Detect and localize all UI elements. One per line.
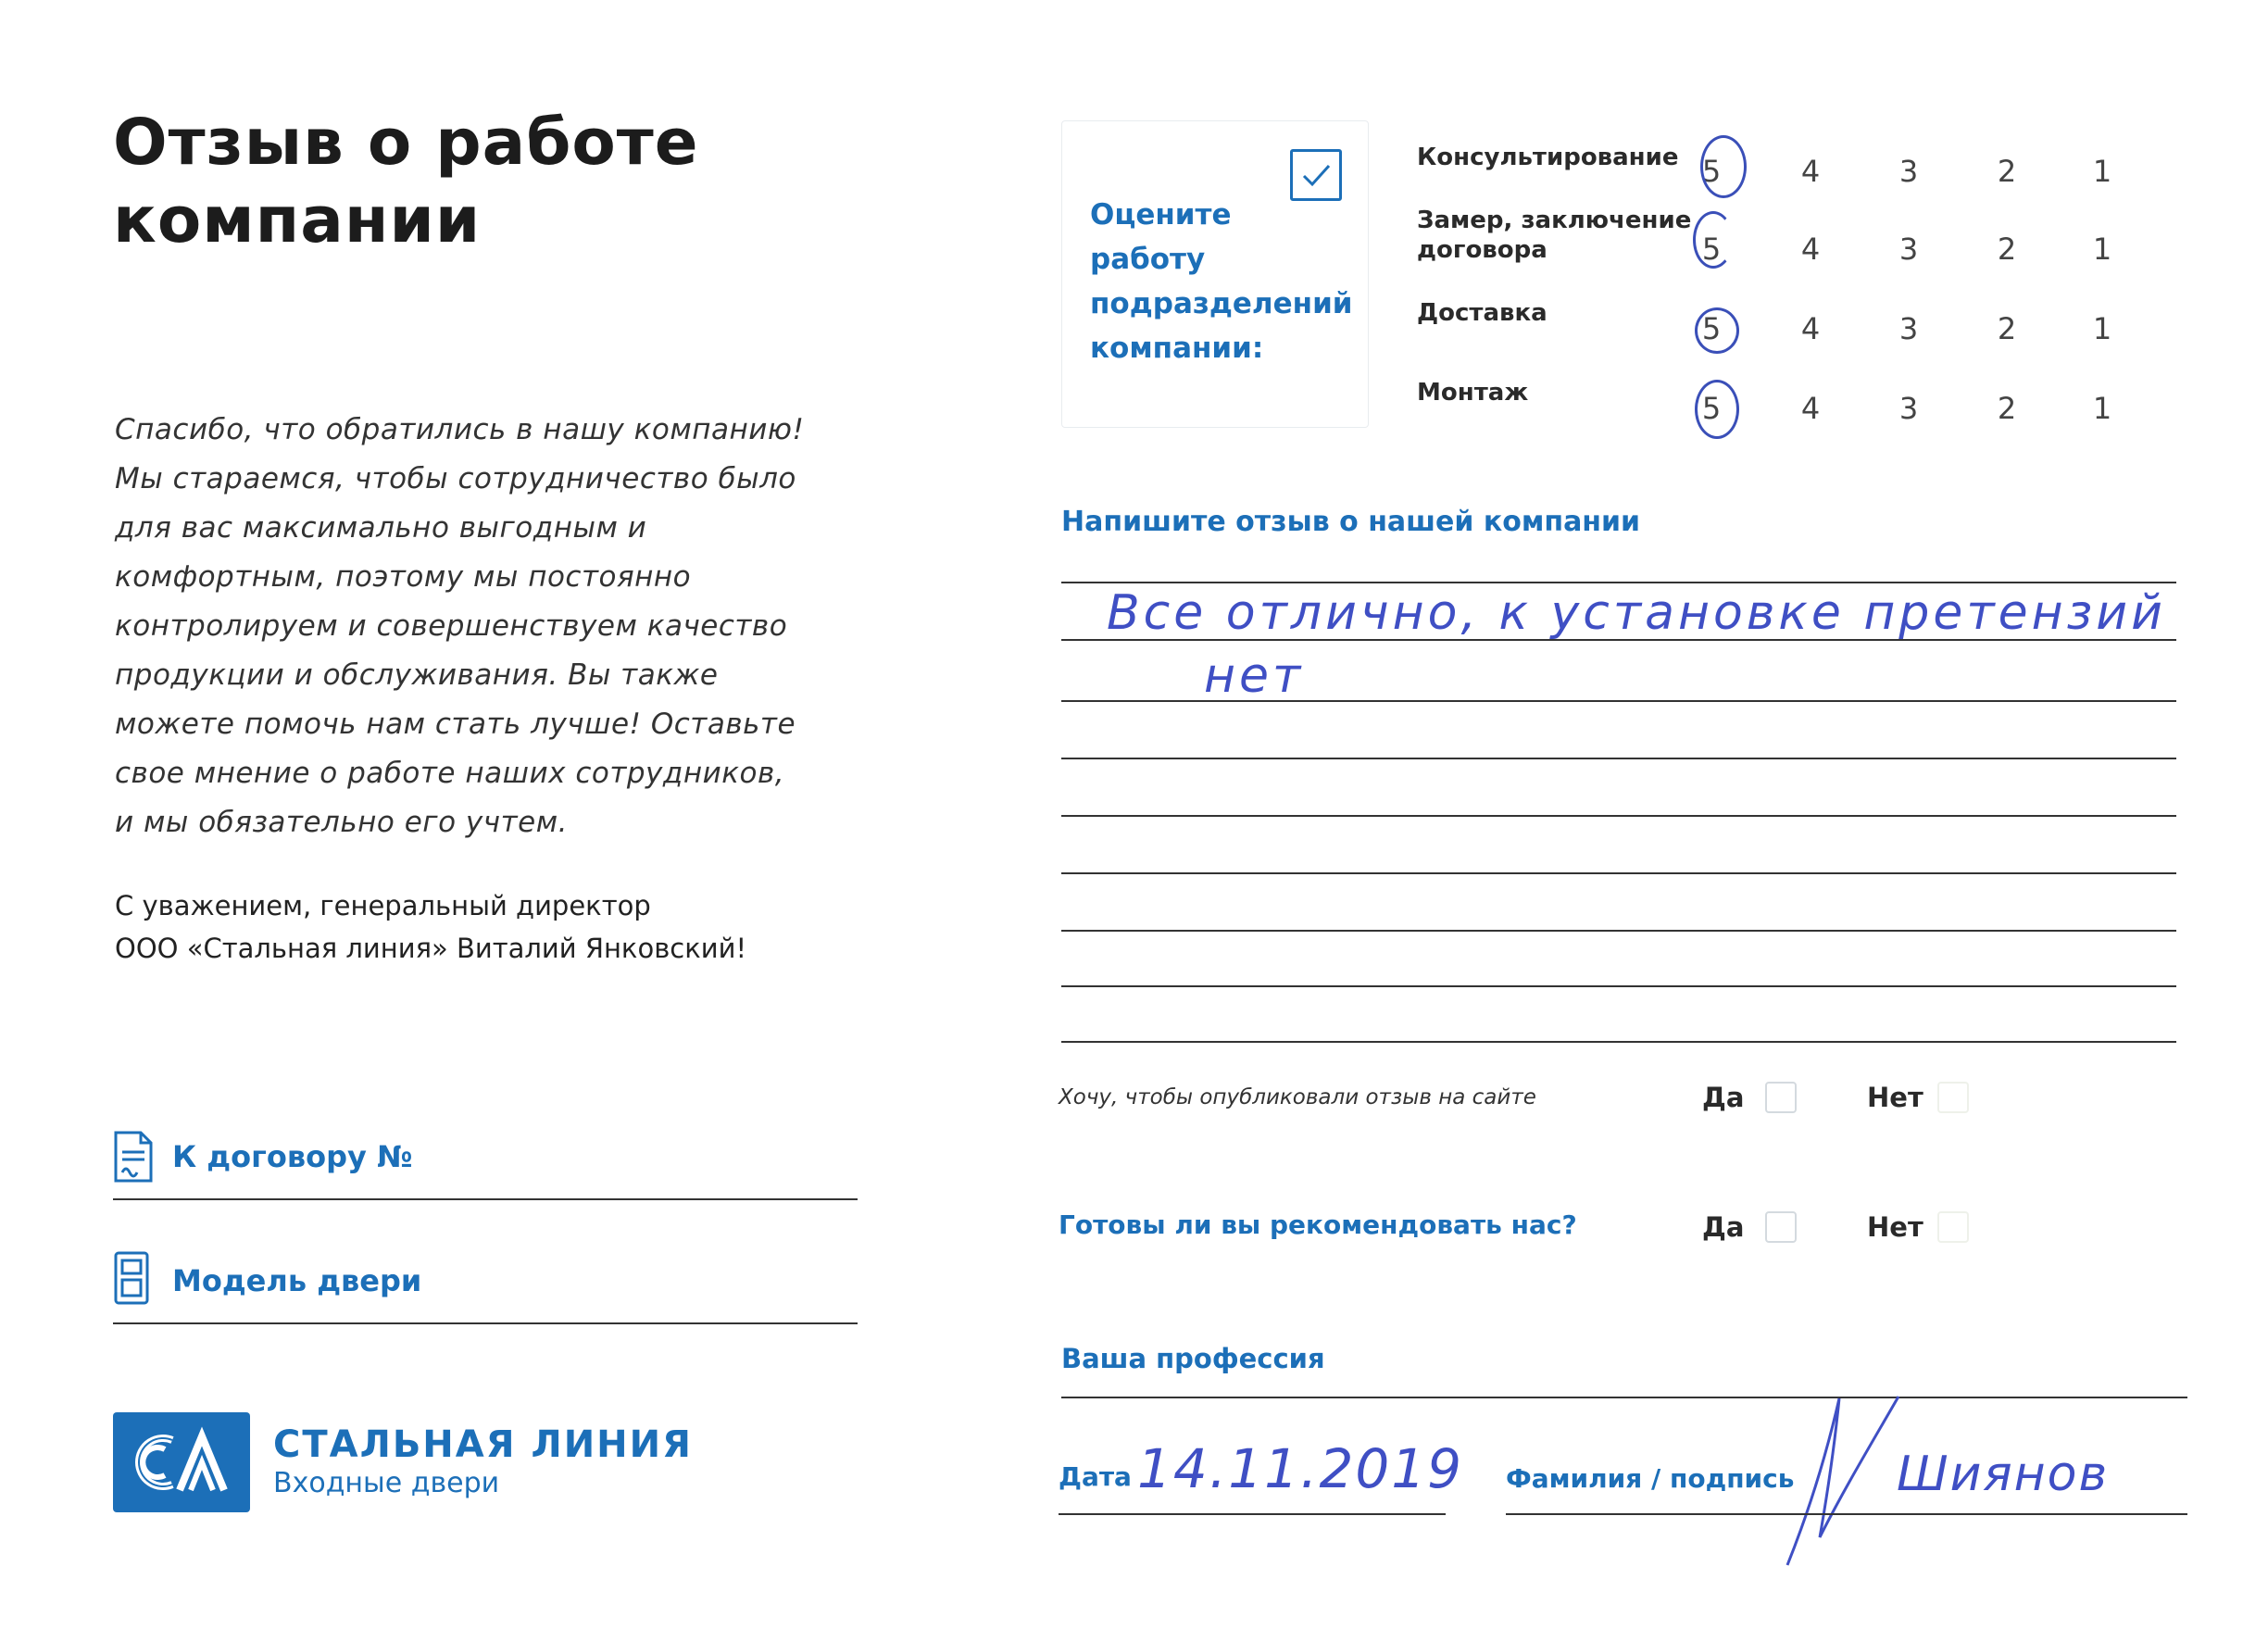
door-model-input-line[interactable]: [113, 1322, 858, 1324]
recommend-no-label: Нет: [1867, 1211, 1923, 1243]
category-label: Замер, заключение: [1417, 207, 1692, 234]
title-line-2: компании: [113, 183, 482, 257]
page-title: [113, 104, 699, 259]
intro-line: продукции и обслуживания. Вы также: [115, 658, 719, 692]
surname-signature-label: Фамилия / подпись: [1506, 1463, 1795, 1494]
intro-line: и мы обязательно его учтем.: [115, 806, 568, 839]
brand-name: СТАЛЬНАЯ ЛИНИЯ: [273, 1423, 693, 1466]
recommend-yes-label: Да: [1702, 1211, 1745, 1243]
profession-input-line[interactable]: [1061, 1397, 2187, 1398]
rating-row-measurement: [1417, 206, 1691, 265]
company-logo: [113, 1412, 250, 1512]
rating-row-installation: [1417, 378, 1528, 407]
score-option[interactable]: 4: [1800, 311, 1821, 346]
publish-yes-checkbox[interactable]: [1765, 1082, 1797, 1113]
title-line-1: Отзыв о работе: [113, 106, 699, 180]
score-option[interactable]: 2: [1997, 311, 2017, 346]
score-option[interactable]: 4: [1800, 232, 1821, 267]
review-line[interactable]: [1061, 815, 2176, 817]
review-line[interactable]: [1061, 758, 2176, 759]
intro-line: для вас максимально выгодным и: [115, 511, 647, 545]
score-option[interactable]: 4: [1800, 391, 1821, 426]
brand-text: [273, 1423, 693, 1501]
score-option[interactable]: 3: [1898, 391, 1919, 426]
publish-no-checkbox[interactable]: [1937, 1082, 1969, 1113]
intro-line: комфортным, поэтому мы постоянно: [115, 560, 692, 594]
recommend-yes-checkbox[interactable]: [1765, 1211, 1797, 1243]
intro-line: Мы стараемся, чтобы сотрудничество было: [115, 462, 796, 495]
door-icon: [113, 1250, 150, 1310]
category-label: Монтаж: [1417, 379, 1529, 407]
selected-score-circle: [1700, 135, 1747, 198]
score-option[interactable]: 1: [2092, 391, 2112, 426]
rating-prompt: [1090, 193, 1353, 370]
score-option[interactable]: 2: [1997, 391, 2017, 426]
surname-input-line[interactable]: [1506, 1513, 2187, 1515]
date-value: 14.11.2019: [1137, 1437, 1464, 1500]
review-line[interactable]: [1061, 582, 2176, 583]
score-option[interactable]: 1: [2092, 154, 2112, 189]
score-option[interactable]: 2: [1997, 154, 2017, 189]
recommend-question: Готовы ли вы рекомендовать нас?: [1059, 1209, 1577, 1240]
score-option[interactable]: 5: [1701, 311, 1722, 346]
surname-value: Шиянов: [1897, 1447, 2110, 1502]
category-label: Консультирование: [1417, 144, 1679, 171]
rating-prompt-line: работу: [1090, 243, 1206, 276]
category-label: Доставка: [1417, 299, 1548, 327]
score-option[interactable]: 3: [1898, 154, 1919, 189]
intro-line: свое мнение о работе наших сотрудников,: [115, 757, 785, 790]
review-heading: Напишите отзыв о нашей компании: [1061, 506, 1641, 538]
score-option[interactable]: 3: [1898, 232, 1919, 267]
score-option[interactable]: 3: [1898, 311, 1919, 346]
selected-score-circle: [1693, 211, 1734, 269]
profession-label: Ваша профессия: [1061, 1343, 1325, 1374]
score-option[interactable]: 2: [1997, 232, 2017, 267]
contract-label: К договору №: [172, 1139, 413, 1174]
intro-text: [115, 406, 819, 847]
handwritten-review-line-1: Все отлично, к установке претензий: [1107, 585, 2166, 641]
score-option[interactable]: 5: [1701, 154, 1722, 189]
date-input-line[interactable]: [1059, 1513, 1446, 1515]
rating-row-delivery: [1417, 298, 1548, 328]
door-model-label: Модель двери: [172, 1263, 422, 1298]
publish-yes-label: Да: [1702, 1082, 1745, 1113]
selected-score-circle: [1695, 380, 1739, 439]
date-label: Дата: [1059, 1461, 1132, 1492]
brand-subtitle: Входные двери: [273, 1467, 500, 1499]
recommend-no-checkbox[interactable]: [1937, 1211, 1969, 1243]
intro-line: можете помочь нам стать лучше! Оставьте: [115, 708, 796, 741]
score-option[interactable]: 5: [1701, 391, 1722, 426]
intro-line: Спасибо, что обратились в нашу компанию!: [115, 413, 805, 446]
score-option[interactable]: 1: [2092, 232, 2112, 267]
rating-prompt-line: подразделений: [1090, 287, 1353, 320]
rating-row-consulting: [1417, 143, 1679, 172]
contract-input-line[interactable]: [113, 1198, 858, 1200]
handwritten-review-line-2: нет: [1204, 648, 1305, 704]
director-signature: [115, 884, 746, 970]
signature-line-1: С уважением, генеральный директор: [115, 890, 651, 921]
category-label: договора: [1417, 236, 1548, 264]
signature-line-2: ООО «Стальная линия» Виталий Янковский!: [115, 933, 747, 964]
score-option[interactable]: 1: [2092, 311, 2112, 346]
score-option[interactable]: 5: [1701, 232, 1722, 267]
review-line[interactable]: [1061, 1041, 2176, 1043]
publish-question: Хочу, чтобы опубликовали отзыв на сайте: [1059, 1085, 1536, 1109]
rating-prompt-line: Оцените: [1090, 198, 1232, 232]
publish-no-label: Нет: [1867, 1082, 1923, 1113]
score-option[interactable]: 4: [1800, 154, 1821, 189]
intro-line: контролируем и совершенствуем качество: [115, 609, 788, 643]
review-line[interactable]: [1061, 872, 2176, 874]
selected-score-circle: [1695, 307, 1739, 354]
document-icon: [113, 1130, 154, 1188]
review-line[interactable]: [1061, 930, 2176, 932]
review-line[interactable]: [1061, 985, 2176, 987]
rating-prompt-line: компании:: [1090, 332, 1264, 365]
